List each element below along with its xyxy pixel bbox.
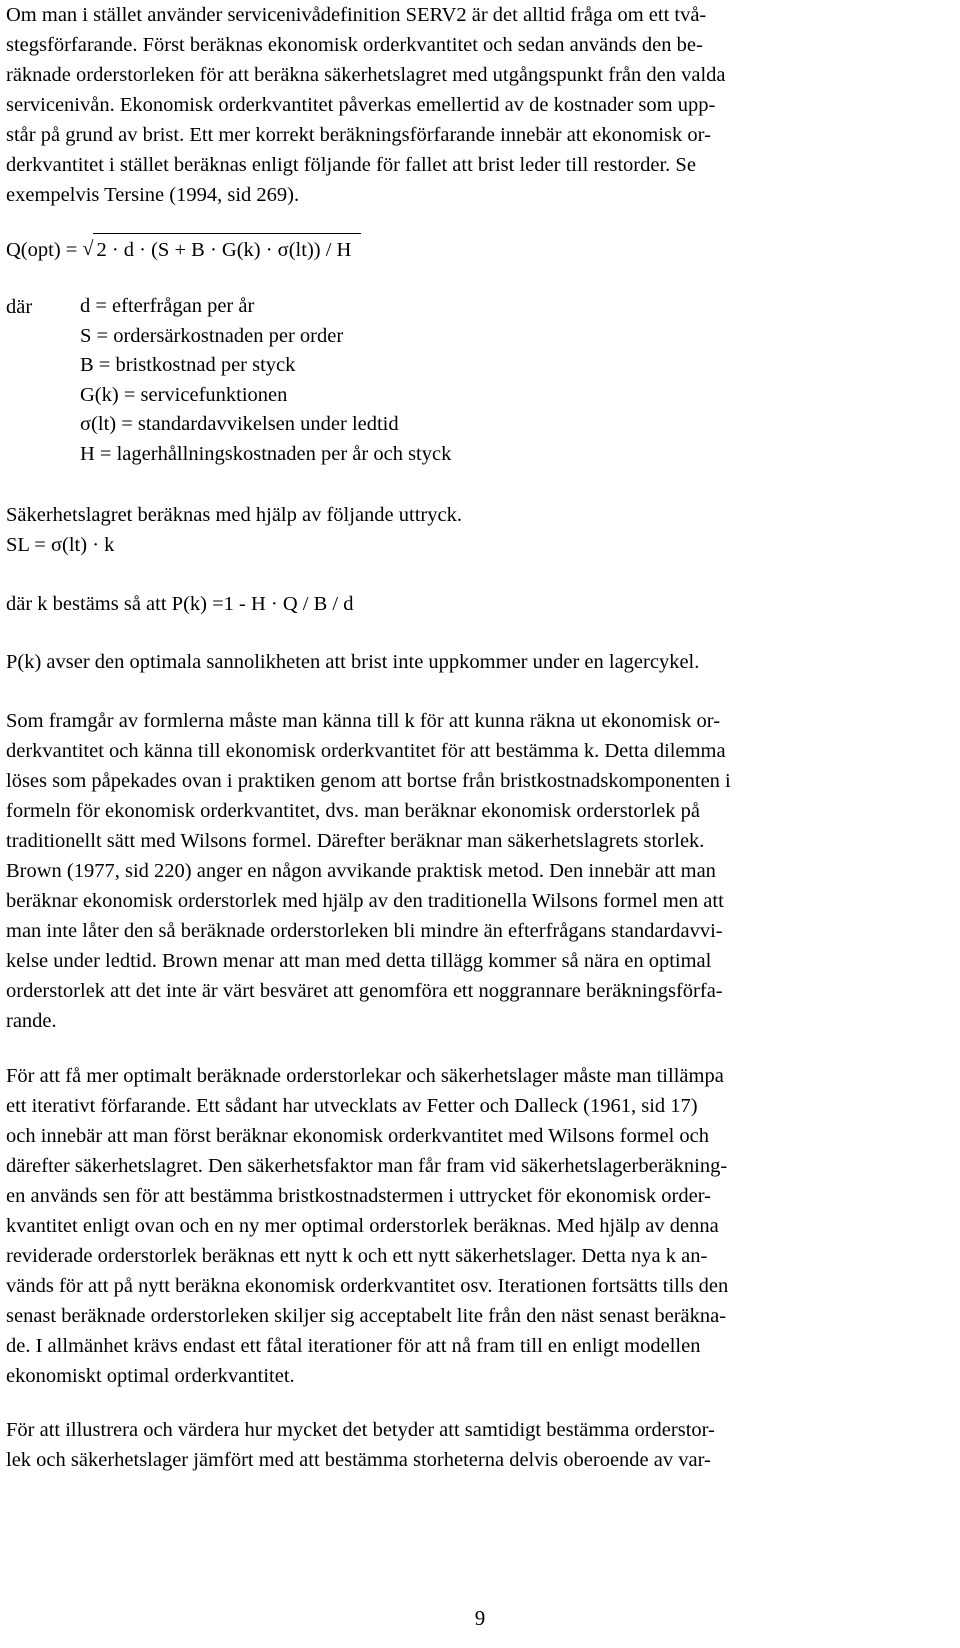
formula-q-opt [6,233,361,265]
paragraph-illustrate: För att illustrera och värdera hur mycket det betyder att samtidigt bestämma orderstor- lek och säkerhetslager jämfört med att bestämma storheterna delvis oberoende av var- [6,1419,715,1471]
paragraph-intro: Om man i stället använder servicenivådefinition SERV2 är det alltid fråga om ett två- stegsförfarande. Först beräknas ekonomisk orderkvantitet och sedan används den be- räknade orderstorleken för att beräkna säkerhetslagret med utgångspunkt från den valda servicenivån. Ekonomisk orderkvantitet påverkas emellertid av de kostnader som upp- står på grund av brist. Ett mer korrekt beräkningsförfarande innebär att ekonomisk or- derkvantitet i stället beräknas enligt följande för fallet att brist leder till restorder. Se exempelvis Tersine (1994, sid 269). [6,4,726,206]
formula-q-radicand: 2 · d · (S + B · G(k) · σ(lt)) / H [93,233,361,265]
definition-item: G(k) = servicefunktionen [80,383,288,406]
definition-item: σ(lt) = standardavvikelsen under ledtid [80,413,399,435]
formula-q-lhs: Q(opt) = [6,239,78,261]
paragraph-iterative: För att få mer optimalt beräknade orderstorlekar och säkerhetslager måste man tillämpa ett iterativt förfarande. Ett sådant har utvecklats av Fetter och Dalleck (1961, sid 17) och innebär att man först beräknar ekonomisk orderkvantitet med Wilsons formel och därefter säkerhetslagret. Den säkerhetsfaktor man får fram vid säkerhetslagerberäkning- en används sen för att bestämma bristkostnadstermen i uttrycket för ekonomisk order- kvantitet enligt ovan och en ny mer optimal orderstorlek beräknas. Med hjälp av denna reviderade orderstorlek beräknas ett nytt k och ett nytt säkerhetslager. Detta nya k an- vänds för att på nytt beräkna ekonomisk orderkvantitet osv. Iterationen fortsätts tills den senast beräknade orderstorleken skiljer sig acceptabelt lite från den näst senast beräkna- de. I allmänhet krävs endast ett fåtal iterationer för att nå fram till en enligt modellen ekonomiskt optimal orderkvantitet. [6,1065,729,1387]
formula-k: där k bestäms så att P(k) =1 - H · Q / B / d [6,593,354,615]
definition-item: B = bristkostnad per styck [80,354,296,376]
paragraph-dilemma: Som framgår av formlerna måste man känna till k för att kunna räkna ut ekonomisk or- derkvantitet och känna till ekonomisk orderkvantitet för att bestämma k. Detta dilemma löses som påpekades ovan i praktiken genom att bortse från bristkostnadskomponenten i formeln för ekonomisk orderkvantitet, dvs. man beräknar ekonomisk orderstorlek på traditionellt sätt med Wilsons formel. Därefter beräknar man säkerhetslagrets storlek. Brown (1977, sid 220) anger en någon avvikande praktisk metod. Den innebär att man beräknar ekonomisk orderstorlek med hjälp av den traditionella Wilsons formel men att man inte låter den så beräknade orderstorleken bli mindre än efterfrågans standardavvi- kelse under ledtid. Brown menar att man med detta tillägg kommer så nära en optimal orderstorlek att det inte är värt besväret att genomföra ett noggrannare beräkningsförfa- rande. [6,710,731,1032]
definition-item: d = efterfrågan per år [80,295,255,317]
definition-item: S = ordersärkostnaden per order [80,324,344,347]
definitions-label: där [6,296,33,318]
definition-item: H = lagerhållningskostnaden per år och styck [80,442,452,465]
square-root [82,233,361,265]
radical-sign-icon: √ [82,238,94,260]
paragraph-pk: P(k) avser den optimala sannolikheten att brist inte uppkommer under en lagercykel. [6,651,700,673]
formula-safety-stock: SL = σ(lt) · k [6,534,115,556]
definitions-list [80,292,451,469]
safety-stock-intro: Säkerhetslagret beräknas med hjälp av följande uttryck. [6,504,462,526]
page-number: 9 [474,1606,486,1630]
